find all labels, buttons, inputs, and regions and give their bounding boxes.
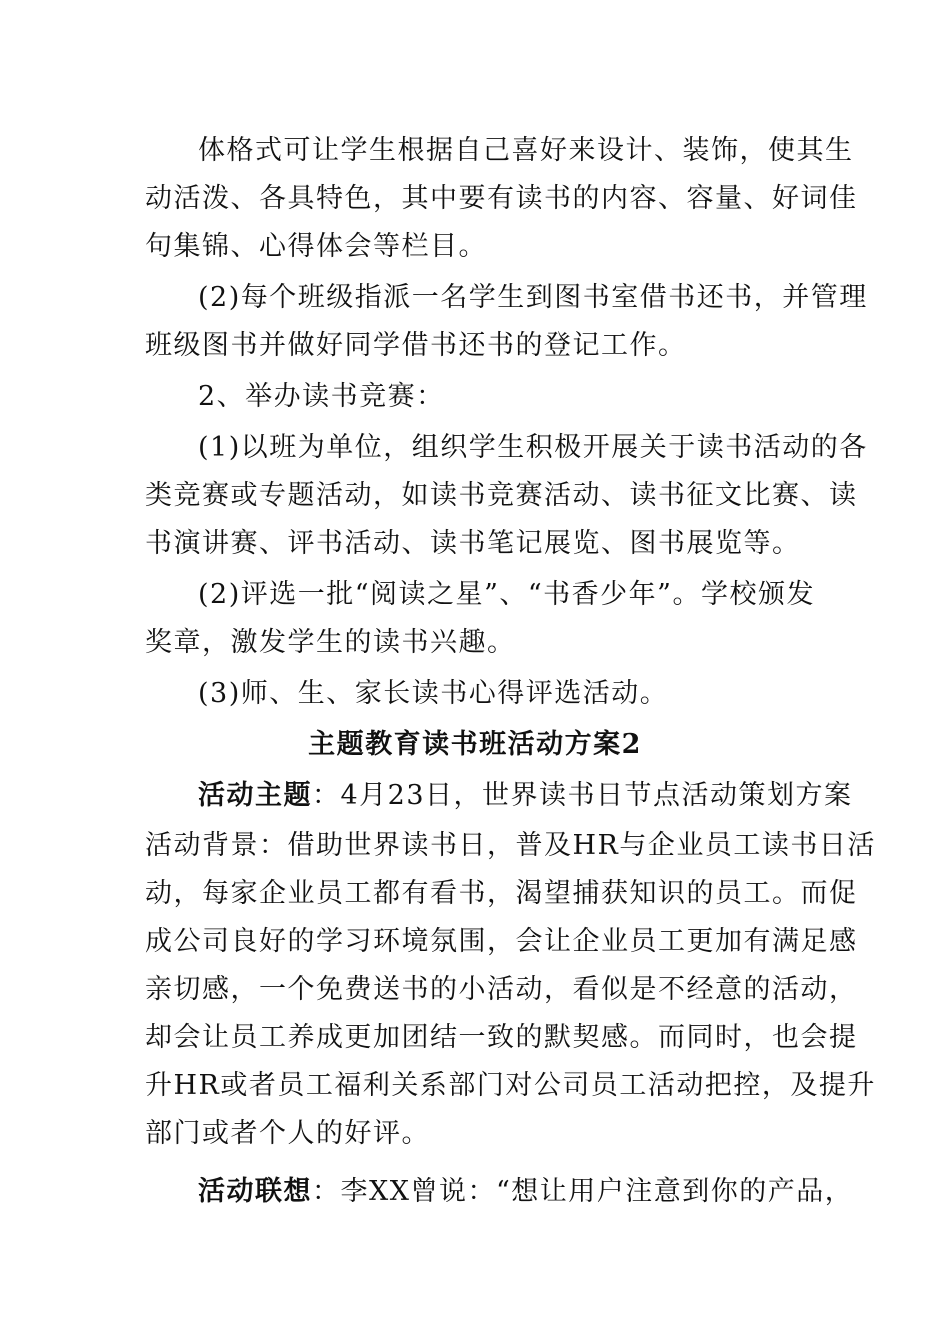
activity-theme-line bbox=[198, 778, 853, 818]
paragraph-line: 升HR或者员工福利关系部门对公司员工活动把控，及提升 bbox=[145, 1070, 876, 1101]
paragraph-line: 动活泼、各具特色，其中要有读书的内容、容量、好词佳 bbox=[145, 183, 858, 214]
paragraph-line: (3)师、生、家长读书心得评选活动。 bbox=[198, 678, 669, 709]
section-title: 主题教育读书班活动方案2 bbox=[308, 729, 642, 760]
paragraph-line: 班级图书并做好同学借书还书的登记工作。 bbox=[145, 330, 687, 361]
paragraph-line: (2)每个班级指派一名学生到图书室借书还书，并管理 bbox=[198, 282, 868, 313]
activity-theme-text: ：4月23日，世界读书日节点活动策划方案 bbox=[312, 780, 853, 811]
activity-association-text: ：李XX曾说：“想让用户注意到你的产品， bbox=[312, 1176, 854, 1207]
paragraph-line: 动，每家企业员工都有看书，渴望捕获知识的员工。而促 bbox=[145, 878, 858, 909]
paragraph-line: 句集锦、心得体会等栏目。 bbox=[145, 231, 487, 262]
paragraph-line: 体格式可让学生根据自己喜好来设计、装饰，使其生 bbox=[198, 135, 854, 166]
paragraph-line: 奖章，激发学生的读书兴趣。 bbox=[145, 627, 516, 658]
paragraph-line: 成公司良好的学习环境氛围，会让企业员工更加有满足感 bbox=[145, 926, 858, 957]
activity-association-line bbox=[198, 1174, 854, 1214]
paragraph-line: 活动背景：借助世界读书日，普及HR与企业员工读书日活 bbox=[145, 830, 876, 861]
paragraph-line: 书演讲赛、评书活动、读书笔记展览、图书展览等。 bbox=[145, 528, 801, 559]
paragraph-line: 类竞赛或专题活动，如读书竞赛活动、读书征文比赛、读 bbox=[145, 480, 858, 511]
paragraph-line: (2)评选一批“阅读之星”、“书香少年”。学校颁发 bbox=[198, 579, 815, 610]
paragraph-line: 2、举办读书竞赛： bbox=[198, 381, 445, 412]
paragraph-line: 亲切感，一个免费送书的小活动，看似是不经意的活动， bbox=[145, 974, 858, 1005]
activity-theme-label: 活动主题 bbox=[198, 780, 312, 811]
paragraph-line: (1)以班为单位，组织学生积极开展关于读书活动的各 bbox=[198, 432, 868, 463]
activity-association-label: 活动联想 bbox=[198, 1176, 312, 1207]
paragraph-line: 却会让员工养成更加团结一致的默契感。而同时，也会提 bbox=[145, 1022, 858, 1053]
paragraph-line: 部门或者个人的好评。 bbox=[145, 1118, 430, 1149]
